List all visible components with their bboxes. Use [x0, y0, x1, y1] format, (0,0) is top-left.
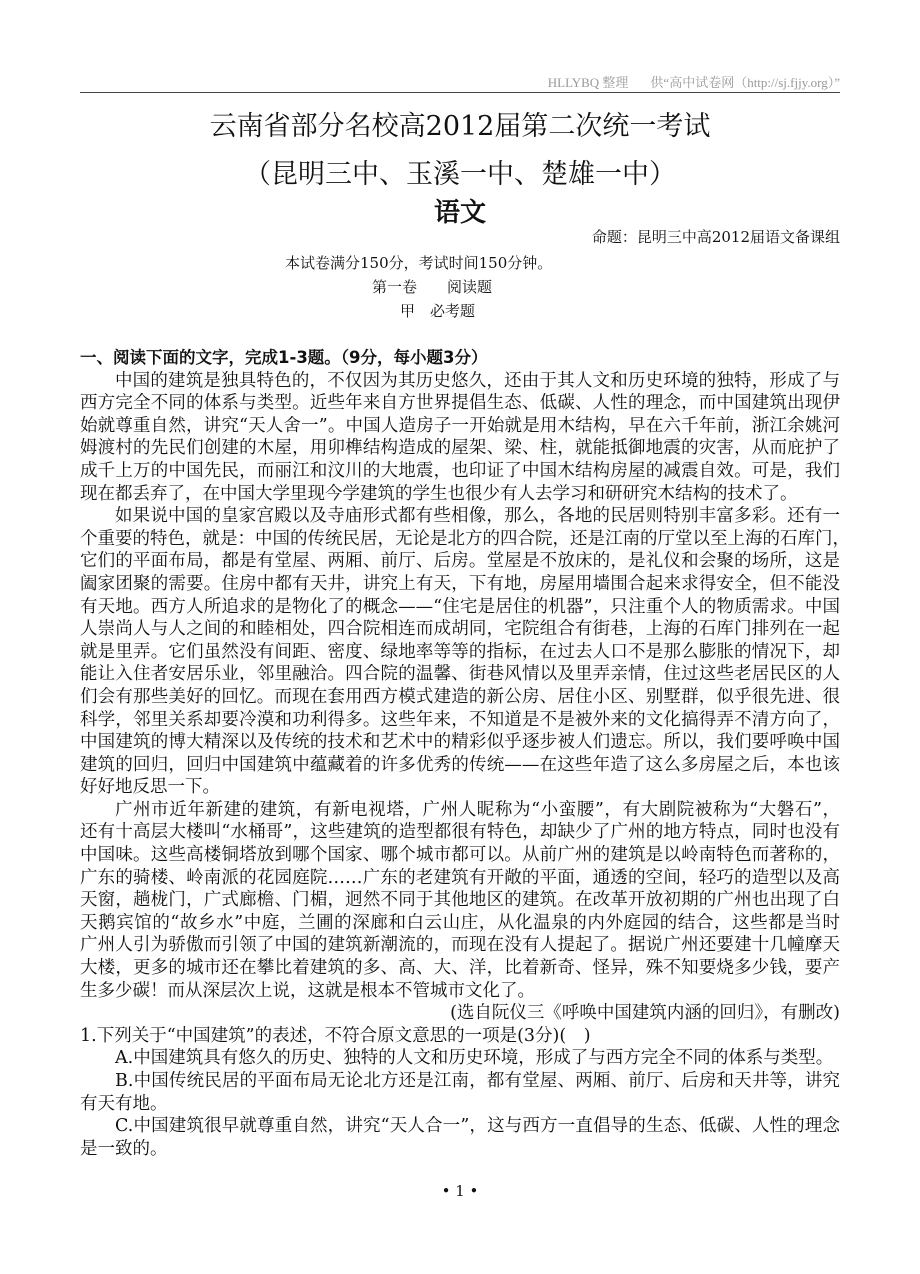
- paragraph-line: 们会有那些美好的回忆。而现在套用西方模式建造的新公房、居住小区、别墅群，似乎很先进、很: [80, 686, 840, 707]
- paragraph-line: 就是里弄。它们虽然没有间距、密度、绿地率等等的指标，在过去人口不是那么膨胀的情况下，却: [80, 641, 840, 662]
- paragraph-line: 广东的骑楼、岭南派的花园庭院……广东的老建筑有开敞的平面，通透的空间，轻巧的造型以及高: [80, 867, 840, 888]
- document-body: [80, 347, 850, 1160]
- paragraph-line: 中国建筑的博大精深以及传统的技术和艺术中的精彩似乎逐步被人们遗忘。所以，我们要呼唤中国: [80, 732, 840, 753]
- paragraph-line: 西方完全不同的体系与类型。近些年来自方世界提倡生态、低碳、人性的理念，而中国建筑出现伊: [80, 393, 840, 414]
- paragraph-line: 还有十高层大楼叫“水桶哥”，这些建筑的造型都很有特色，却缺少了广州的地方特点，同时也没有: [80, 822, 840, 843]
- part-subheading: 甲 必考题: [400, 302, 476, 320]
- paragraph-line: 中国味。这些高楼铜塔放到哪个国家、哪个城市都可以。从前广州的建筑是以岭南特色而著称的，: [80, 845, 840, 866]
- paragraph-line: 天窗，趟栊门，广式廊檐、门楣，迥然不同于其他地区的建筑。在改革开放初期的广州也出现了白: [80, 890, 840, 911]
- paragraph-line: 个重要的特色，就是：中国的传统民居，无论是北方的四合院，还是江南的厅堂以至上海的石库门，: [80, 528, 850, 549]
- author-line: 命题：昆明三中高2012届语文备课组: [591, 228, 840, 246]
- header-editor: HLLYBQ 整理: [547, 75, 629, 90]
- option-line: 是一致的。: [80, 1138, 168, 1159]
- header-source: 供“高中试卷网（http://sj.fjjy.org）”: [650, 75, 840, 90]
- paragraph-line: 科学，邻里关系却要冷漠和功利得多。这些年来，不知道是不是被外来的文化搞得弄不清方向了，: [80, 709, 840, 730]
- option-line: B.中国传统民居的平面布局无论北方还是江南，都有堂屋、两厢、前厅、后房和天井等，讲究: [115, 1071, 840, 1091]
- paragraph-line: 它们的平面布局，都是有堂屋、两厢、前厅、后房。堂屋是不放床的，是礼仪和会聚的场所，这是: [80, 551, 840, 572]
- page-header: [80, 72, 840, 93]
- paragraph-line: 广州市近年新建的建筑，有新电视塔，广州人昵称为“小蛮腰”，有大剧院被称为“大磐石”，: [115, 799, 840, 820]
- paragraph-line: 现在都丢弃了，在中国大学里现今学建筑的学生也很少有人去学习和研研究木结构的技术了。: [80, 483, 798, 504]
- paragraph-line: 大楼，更多的城市还在攀比着建筑的多、高、大、洋，比着新奇、怪异，殊不知要烧多少钱，要产: [80, 958, 840, 979]
- page-number: • 1 •: [441, 1182, 479, 1200]
- paragraph-line: 如果说中国的皇家宫殿以及寺庙形式都有些相像，那么，各地的民居则特别丰富多彩。还有一: [115, 506, 840, 527]
- paragraph-line: 生多少碳！而从深层次上说，这就是根本不管城市文化了。: [80, 980, 535, 1001]
- paragraph-line: 建筑的回归，回归中国建筑中蕴藏着的许多优秀的传统——在这些年造了这么多房屋之后，本也该: [80, 754, 840, 775]
- paragraph-line: 有天地。西方人所追求的是物化了的概念——“住宅是居住的机器”，只注重个人的物质需求。中国: [80, 596, 840, 617]
- question-stem: 1.下列关于“中国建筑”的表述，不符合原文意思的一项是(3分)( ): [80, 1025, 591, 1046]
- part-heading: 第一卷 阅读题: [372, 278, 493, 296]
- option-line: A.中国建筑具有悠久的历史、独特的人文和历史环境，形成了与西方完全不同的体系与类型。: [115, 1048, 834, 1069]
- paragraph-line: 天鹅宾馆的“故乡水”中庭，兰圃的深廊和白云山庄，从化温泉的内外庭园的结合，这些都是当时: [80, 912, 840, 933]
- option-line: 有天有地。: [80, 1093, 168, 1114]
- paragraph-line: 中国的建筑是独具特色的，不仅因为其历史悠久，还由于其人文和历史环境的独特，形成了与: [115, 370, 840, 391]
- section-heading: 一、阅读下面的文字，完成1-3题。（9分，每小题3分）: [80, 348, 488, 367]
- exam-info: 本试卷满分150分，考试时间150分钟。: [285, 254, 553, 272]
- paragraph-line: 人崇尚人与人之间的和睦相处，四合院相连而成胡同，宅院组合有街巷，上海的石库门排列在一起: [80, 619, 840, 640]
- source-note: (选自阮仪三《呼唤中国建筑内涵的回归》，有删改): [450, 1003, 840, 1024]
- option-line: C.中国建筑很早就尊重自然，讲究“天人合一”，这与西方一直倡导的生态、低碳、人性的理念: [115, 1116, 840, 1137]
- subject-title: 语文: [433, 198, 486, 228]
- paragraph-line: 始就尊重自然，讲究“天人舍一”。中国人造房子一开始就是用木结构，早在六千年前，浙江余姚河: [80, 415, 840, 436]
- paragraph-line: 成千上万的中国先民，而丽江和汶川的大地震，也印证了中国木结构房屋的减震自效。可是，我们: [80, 460, 840, 481]
- paragraph-line: 阖家团聚的需要。住房中都有天井，讲究上有天，下有地，房屋用墙围合起来求得安全，但不能没: [80, 573, 840, 594]
- exam-title: 云南省部分名校高2012届第二次统一考试: [209, 111, 711, 142]
- paragraph-line: 好好地反思一下。: [80, 777, 220, 798]
- paragraph-line: 广州人引为骄傲而引领了中国的建筑新潮流的，而现在没有人提起了。据说广州还要建十几幢摩天: [80, 935, 840, 956]
- paragraph-line: 能让入住者安居乐业，邻里融洽。四合院的温馨、街巷风情以及里弄亲情，住过这些老居民区的人: [80, 664, 840, 685]
- paragraph-line: 姆渡村的先民们创建的木屋，用卯榫结构造成的屋架、梁、柱，就能抵御地震的灾害，从而庇护了: [80, 438, 840, 459]
- exam-subtitle: （昆明三中、玉溪一中、楚雄一中）: [244, 159, 676, 190]
